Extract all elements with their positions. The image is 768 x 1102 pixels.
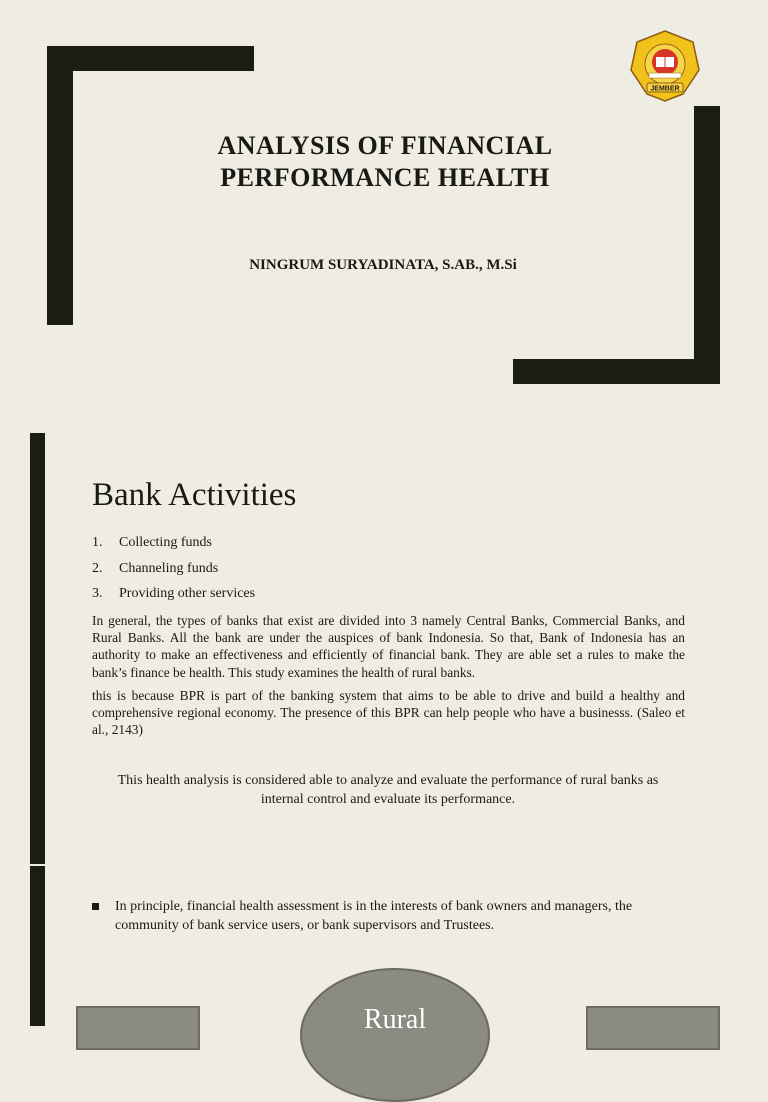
list-number: 3.	[92, 586, 103, 601]
list-text: Providing other services	[119, 586, 256, 601]
health-analysis-text: This health analysis is considered able to analyze and evaluate the performance of rural banks as internal control and evaluate its performance.	[117, 773, 659, 807]
diagram-ellipse-label: Rural	[363, 1004, 427, 1035]
paragraph-bank-types: In general, the types of banks that exist are divided into 3 namely Central Banks, Commercial Banks, and Rural Banks. All the bank are under the auspices of bank Indonesia. So that, Bank of Indonesia has an authority to make an effectiveness and efficiently of financial bank. They are able set a rules to make the bank’s finance be health. This study examines the health of rural banks.	[92, 613, 685, 680]
list-item	[92, 584, 255, 610]
university-logo	[627, 28, 703, 104]
frame-bar-top-left-vertical	[47, 46, 73, 325]
list-number: 1.	[92, 535, 103, 550]
slide3-left-bar	[30, 866, 45, 1026]
frame-bar-bottom-right-horizontal	[513, 359, 720, 384]
frame-bar-bottom-right-vertical	[694, 106, 720, 384]
section-heading: Bank Activities	[92, 477, 297, 513]
logo-text: JEMBER	[650, 85, 680, 93]
frame-bar-top-left-horizontal	[47, 46, 254, 71]
list-text: Channeling funds	[119, 560, 219, 576]
bullet-square-icon	[92, 903, 99, 910]
paragraph-bpr: this is because BPR is part of the banking system that aims to be able to drive and build a healthy and comprehensive regional economy. The presence of this BPR can help people who have a businesss. (Saleo et al., 2143)	[92, 688, 685, 738]
bullet-text: In principle, financial health assessment is in the interests of bank owners and managers, the community of bank service users, or bank supervisors and Trustees.	[115, 899, 633, 933]
bullet-item	[92, 897, 692, 935]
list-number: 2.	[92, 560, 103, 576]
list-item	[92, 533, 255, 559]
list-item	[92, 559, 255, 585]
list-text: Collecting funds	[119, 535, 212, 550]
presentation-title	[150, 130, 620, 194]
diagram-box-left	[76, 1006, 200, 1050]
title-line-1: ANALYSIS OF FINANCIAL	[217, 131, 553, 160]
diagram-box-right	[586, 1006, 720, 1050]
title-line-2: PERFORMANCE HEALTH	[220, 163, 550, 192]
slide2-left-bar	[30, 433, 45, 864]
author-name: NINGRUM SURYADINATA, S.AB., M.Si	[249, 257, 517, 273]
activities-list	[92, 533, 255, 610]
